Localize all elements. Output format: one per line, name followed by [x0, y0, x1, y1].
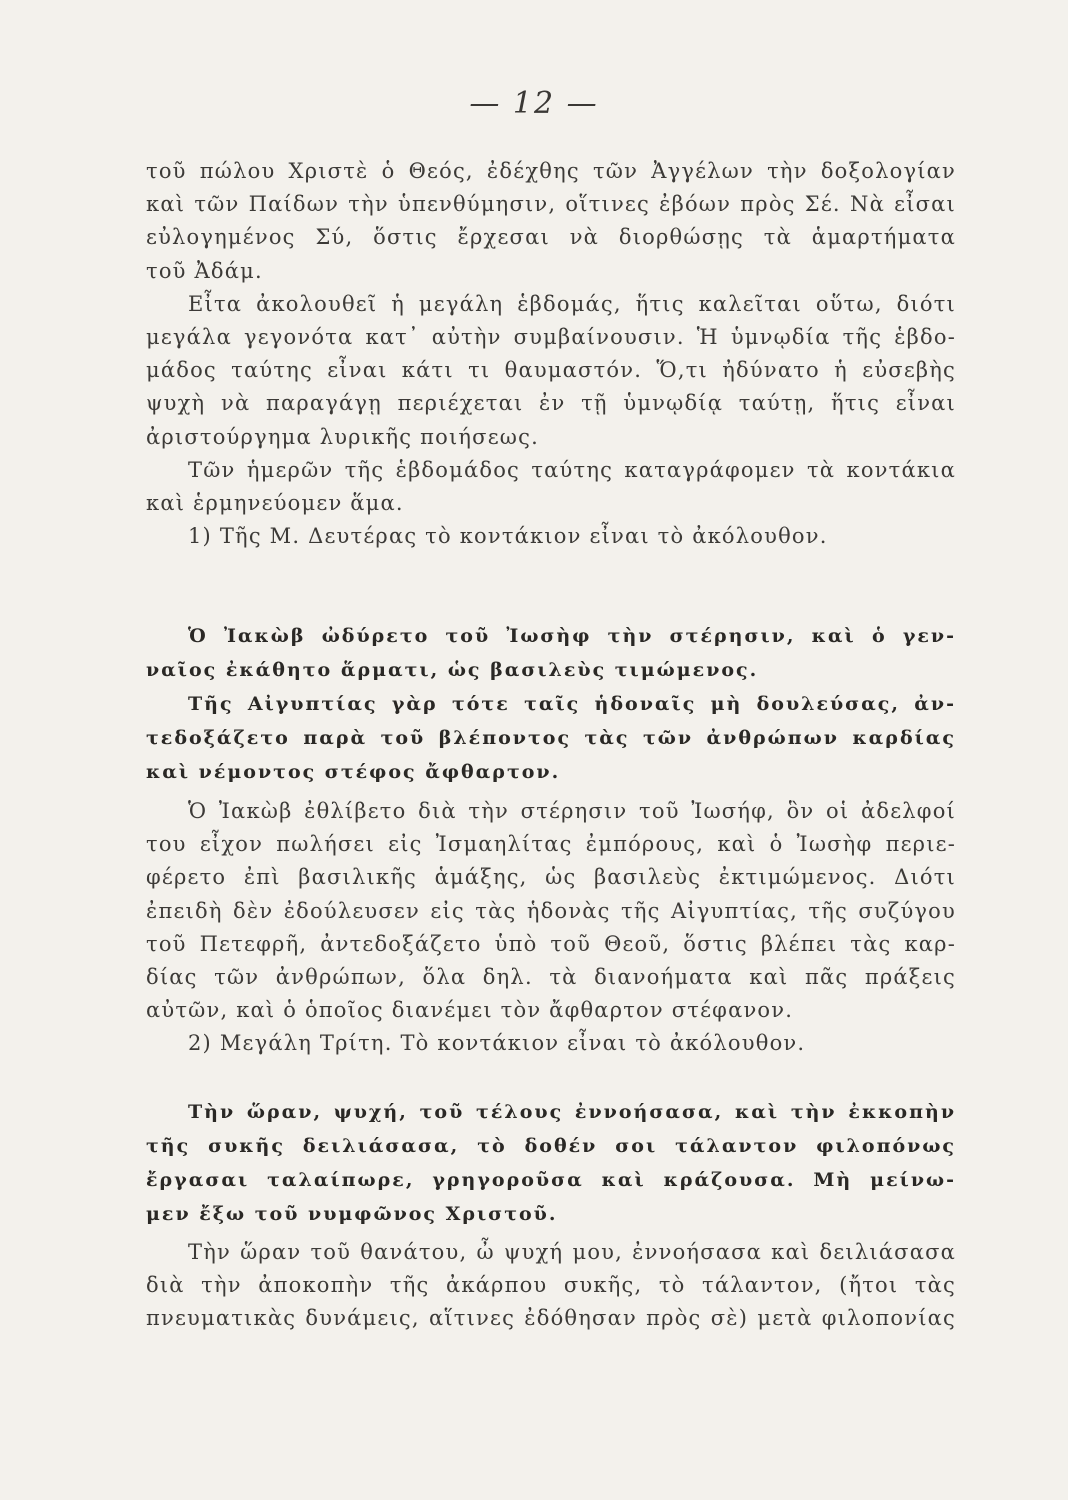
text-line: τοῦ πώλου Χριστὲ ὁ Θεός, ἐδέχθης τῶν Ἀγγέλων τὴν δοξολογίαν — [146, 159, 956, 183]
text-line: Τῶν ἡμερῶν τῆς ἑβδομάδος ταύτης καταγράφομεν τὰ κοντάκια — [188, 457, 956, 482]
text-line: μεγάλα γεγονότα κατ᾽ αὐτὴν συμβαίνουσιν. Ἡ ὑμνῳδία τῆς ἑβδο- — [146, 325, 956, 350]
paragraph-block-3 — [146, 1236, 956, 1336]
text-line: δίας τῶν ἀνθρώπων, ὅλα δηλ. τὰ διανοήματα καὶ πᾶς πράξεις — [146, 965, 956, 990]
text-line: τοῦ Ἀδάμ. — [146, 258, 263, 283]
text-line: 2) Μεγάλη Τρίτη. Τὸ κοντάκιον εἶναι τὸ ἀκόλουθον. — [188, 1031, 806, 1056]
page-number: — 12 — — [469, 86, 599, 121]
hymn-line: ναῖος ἐκάθητο ἅρματι, ὡς βασιλεὺς τιμώμενος. — [146, 659, 759, 681]
text-line: μάδος ταύτης εἶναι κάτι τι θαυμαστόν. Ὅ,τι ἠδύνατο ἡ εὐσεβὴς — [146, 358, 956, 383]
hymn-kontakion-2 — [146, 1095, 956, 1231]
hymn-kontakion-1 — [146, 619, 956, 789]
text-line: διὰ τὴν ἀποκοπὴν τῆς ἀκάρπου συκῆς, τὸ τάλαντον, (ἤτοι τὰς — [146, 1273, 956, 1298]
text-line: πνευματικὰς δυνάμεις, αἵτινες ἐδόθησαν πρὸς σὲ) μετὰ φιλοπονίας — [146, 1306, 956, 1331]
text-line: καὶ τῶν Παίδων τὴν ὑπενθύμησιν, οἵτινες ἐβόων πρὸς Σέ. Νὰ εἶσαι — [146, 192, 956, 217]
text-line: Τὴν ὥραν τοῦ θανάτου, ὦ ψυχή μου, ἐννοήσασα καὶ δειλιάσασα — [188, 1240, 956, 1264]
paragraph-block-1 — [146, 155, 956, 553]
hymn-line: ἔργασαι ταλαίπωρε, γρηγοροῦσα καὶ κράζουσα. Μὴ μείνω- — [146, 1169, 956, 1191]
hymn-line: τεδοξάζετο παρὰ τοῦ βλέποντος τὰς τῶν ἀνθρώπων καρδίας — [146, 727, 956, 749]
text-line: καὶ ἑρμηνεύομεν ἅμα. — [146, 491, 404, 516]
text-line: Ὁ Ἰακὼβ ἐθλίβετο διὰ τὴν στέρησιν τοῦ Ἰωσήφ, ὃν οἱ ἀδελφοί — [188, 799, 956, 823]
text-line: Εἶτα ἀκολουθεῖ ἡ μεγάλη ἑβδομάς, ἥτις καλεῖται οὕτω, διότι — [188, 291, 956, 316]
paragraph-block-2 — [146, 795, 956, 1061]
text-line: τοῦ Πετεφρῆ, ἀντεδοξάζετο ὑπὸ τοῦ Θεοῦ, ὅστις βλέπει τὰς καρ- — [146, 931, 956, 956]
hymn-line: μεν ἔξω τοῦ νυμφῶνος Χριστοῦ. — [146, 1203, 558, 1225]
hymn-line: τῆς συκῆς δειλιάσασα, τὸ δοθέν σοι τάλαντον φιλοπόνως — [146, 1135, 956, 1157]
text-line: του εἶχον πωλήσει εἰς Ἰσμαηλίτας ἐμπόρους, καὶ ὁ Ἰωσὴφ περιε- — [146, 832, 956, 857]
hymn-line: Τὴν ὥραν, ψυχή, τοῦ τέλους ἐννοήσασα, καὶ τὴν ἐκκοπὴν — [188, 1101, 956, 1123]
text-line: φέρετο ἐπὶ βασιλικῆς ἁμάξης, ὡς βασιλεὺς ἐκτιμώμενος. Διότι — [146, 865, 956, 890]
text-line: εὐλογημένος Σύ, ὅστις ἔρχεσαι νὰ διορθώσῃς τὰ ἁμαρτήματα — [146, 225, 956, 250]
text-line: ἀριστούργημα λυρικῆς ποιήσεως. — [146, 424, 539, 449]
text-line: αὐτῶν, καὶ ὁ ὁποῖος διανέμει τὸν ἄφθαρτον στέφανον. — [146, 998, 794, 1023]
hymn-line: καὶ νέμοντος στέφος ἄφθαρτον. — [146, 761, 561, 783]
text-line: ἐπειδὴ δὲν ἐδούλευσεν εἰς τὰς ἡδονὰς τῆς Αἰγυπτίας, τῆς συζύγου — [146, 898, 956, 923]
hymn-line: Ὁ Ἰακὼβ ὠδύρετο τοῦ Ἰωσὴφ τὴν στέρησιν, καὶ ὁ γεν- — [188, 625, 956, 647]
text-line: 1) Τῆς Μ. Δευτέρας τὸ κοντάκιον εἶναι τὸ ἀκόλουθον. — [188, 524, 828, 549]
hymn-line: Τῆς Αἰγυπτίας γὰρ τότε ταῖς ἡδοναῖς μὴ δουλεύσας, ἀν- — [188, 693, 956, 715]
text-line: ψυχὴ νὰ παραγάγῃ περιέχεται ἐν τῇ ὑμνῳδίᾳ ταύτῃ, ἥτις εἶναι — [146, 391, 956, 416]
